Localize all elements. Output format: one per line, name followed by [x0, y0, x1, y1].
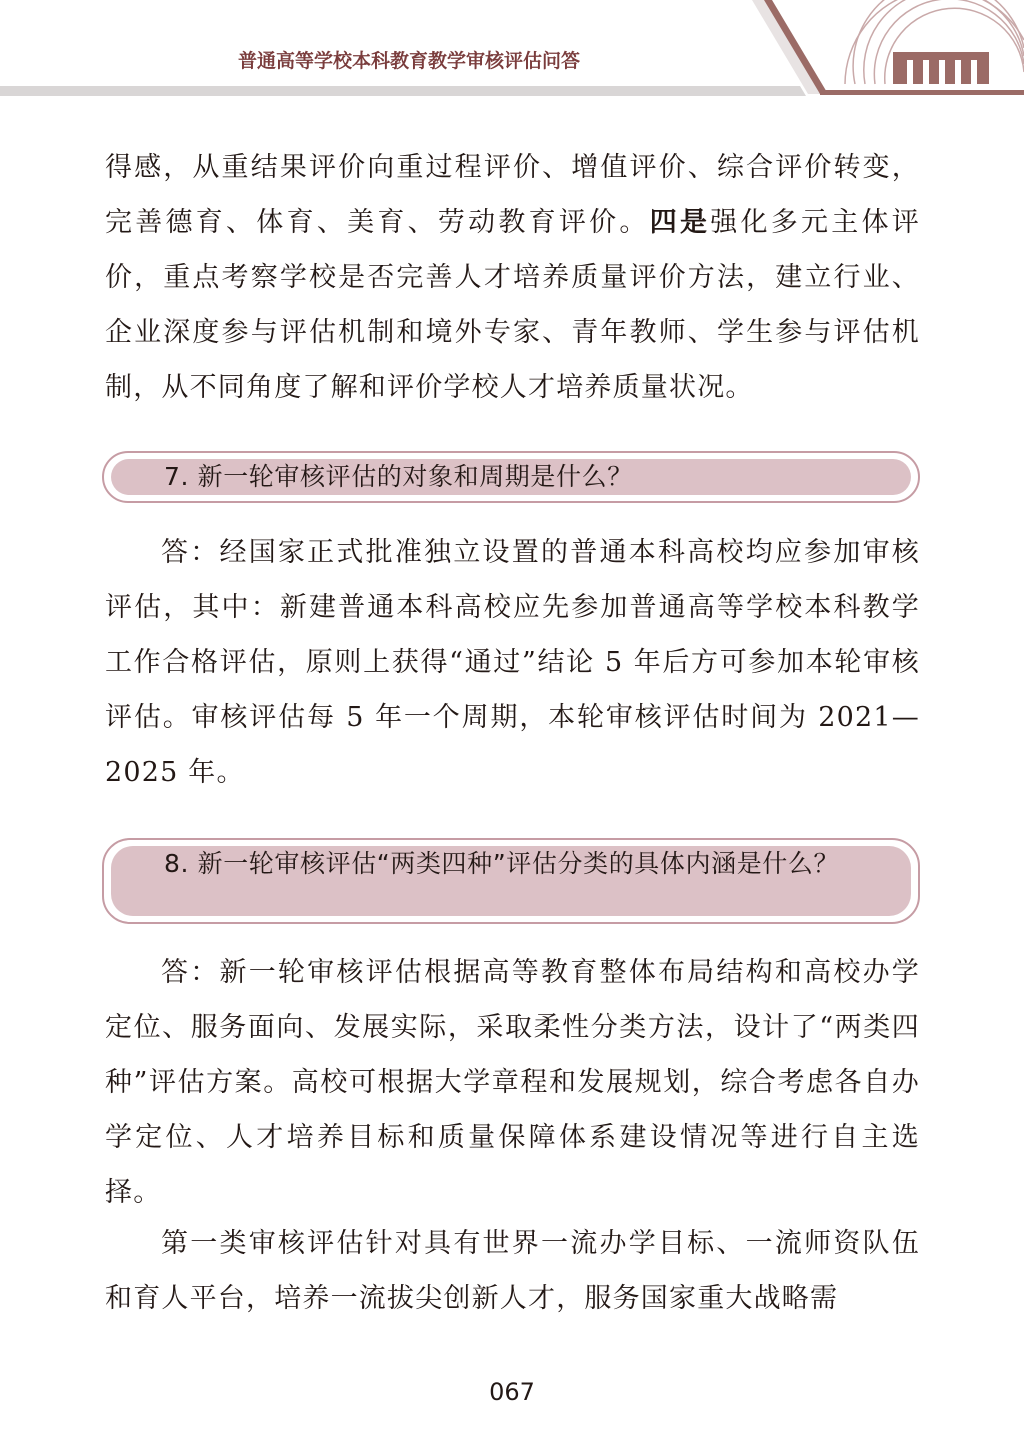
question-title-8: 8. 新一轮审核评估“两类四种”评估分类的具体内涵是什么？: [164, 849, 840, 878]
paragraph-text-rest: 强化多元主体评价，重点考察学校是否完善人才培养质量评价方法，建立行业、企业深度参与评估机制和境外专家、青年教师、学生参与评估机制，从不同角度了解和评价学校人才培养质量状况。: [105, 207, 920, 403]
paragraph-continuation: [105, 140, 920, 415]
page-number: 067: [489, 1378, 535, 1406]
page-header: [0, 0, 1024, 100]
answer-8: 答：新一轮审核评估根据高等教育整体布局结构和高校办学定位、服务面向、发展实际，采取柔性分类方法，设计了“两类四种”评估方案。高校可根据大学章程和发展规划，综合考虑各自办学定位、人才培养目标和质量保障体系建设情况等进行自主选择。: [105, 957, 920, 1208]
question-box-7: [102, 451, 920, 503]
question-title-7: 7. 新一轮审核评估的对象和周期是什么？: [164, 462, 633, 491]
header-title: 普通高等学校本科教育教学审核评估问答: [238, 50, 581, 72]
question-box-8: [102, 838, 920, 924]
bold-marker: 四是: [649, 207, 711, 238]
answer-8-continued: 第一类审核评估针对具有世界一流办学目标、一流师资队伍和育人平台，培养一流拔尖创新人才，服务国家重大战略需: [105, 1228, 920, 1314]
building-gate-icon: [893, 52, 989, 84]
answer-7: 答：经国家正式批准独立设置的普通本科高校均应参加审核评估，其中：新建普通本科高校应先参加普通高等学校本科教学工作合格评估，原则上获得“通过”结论 5 年后方可参加本轮审核评估。审核评估每 5 年一个周期，本轮审核评估时间为 2021—2025 年。: [105, 537, 920, 788]
paragraph-text: 得感，从重结果评价向重过程评价、增值评价、综合评价转变，完善德育、体育、美育、劳动教育评价。: [105, 152, 920, 238]
